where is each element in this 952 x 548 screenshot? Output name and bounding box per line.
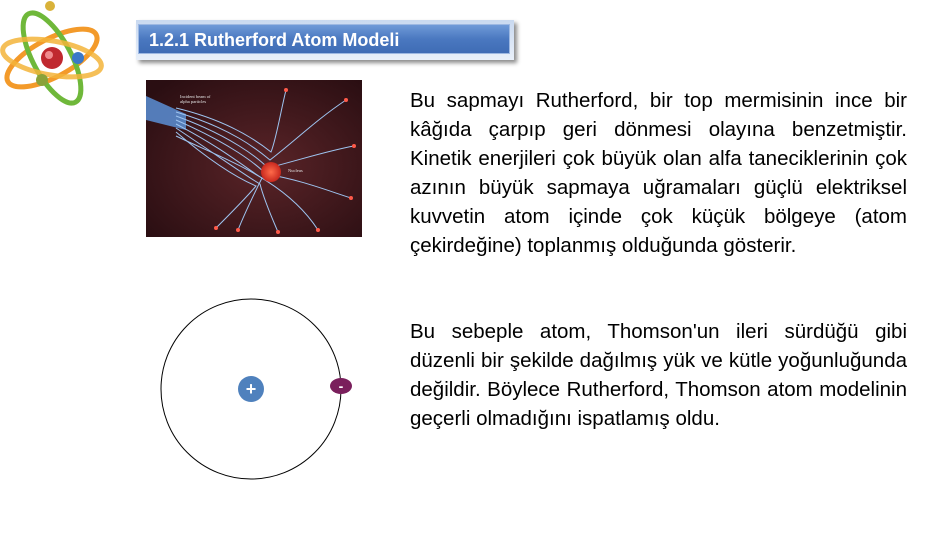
slide-title: 1.2.1 Rutherford Atom Modeli [149, 30, 400, 50]
nucleus-sign: + [245, 379, 257, 399]
paragraph-1: Bu sapmayı Rutherford, bir top mermisinin ince bir kâğıda çarpıp geri dönmesi olayına benzetmiştir. Kinetik enerjileri çok büyük olan alfa taneciklerinin çok azının büyük sapmaya uğramaları güçlü elektriksel kuvvetin atom içinde çok küçük bölgeye (atom çekirdeğine) toplanmış olduğunda gösterir. [410, 89, 907, 257]
title-banner [138, 24, 510, 54]
title-bar [136, 20, 514, 60]
atom-model-diagram [155, 292, 365, 492]
rutherford-scattering-image [146, 80, 362, 237]
atom-logo-icon [0, 0, 108, 124]
paragraph-2: Bu sebeple atom, Thomson'un ileri sürdüğü gibi düzenli bir şekilde dağılmış yük ve kütle yoğunluğunda değildir. Böylece Rutherford, Thomson atom modelinin geçerli olmadığını ispatlamış oldu. [410, 320, 907, 430]
electron-sign: - [338, 378, 344, 394]
beam-label-1: Incident beam of [180, 94, 211, 99]
nucleus-label: Nucleus [288, 168, 303, 173]
beam-label-2: alpha particles [180, 99, 207, 104]
